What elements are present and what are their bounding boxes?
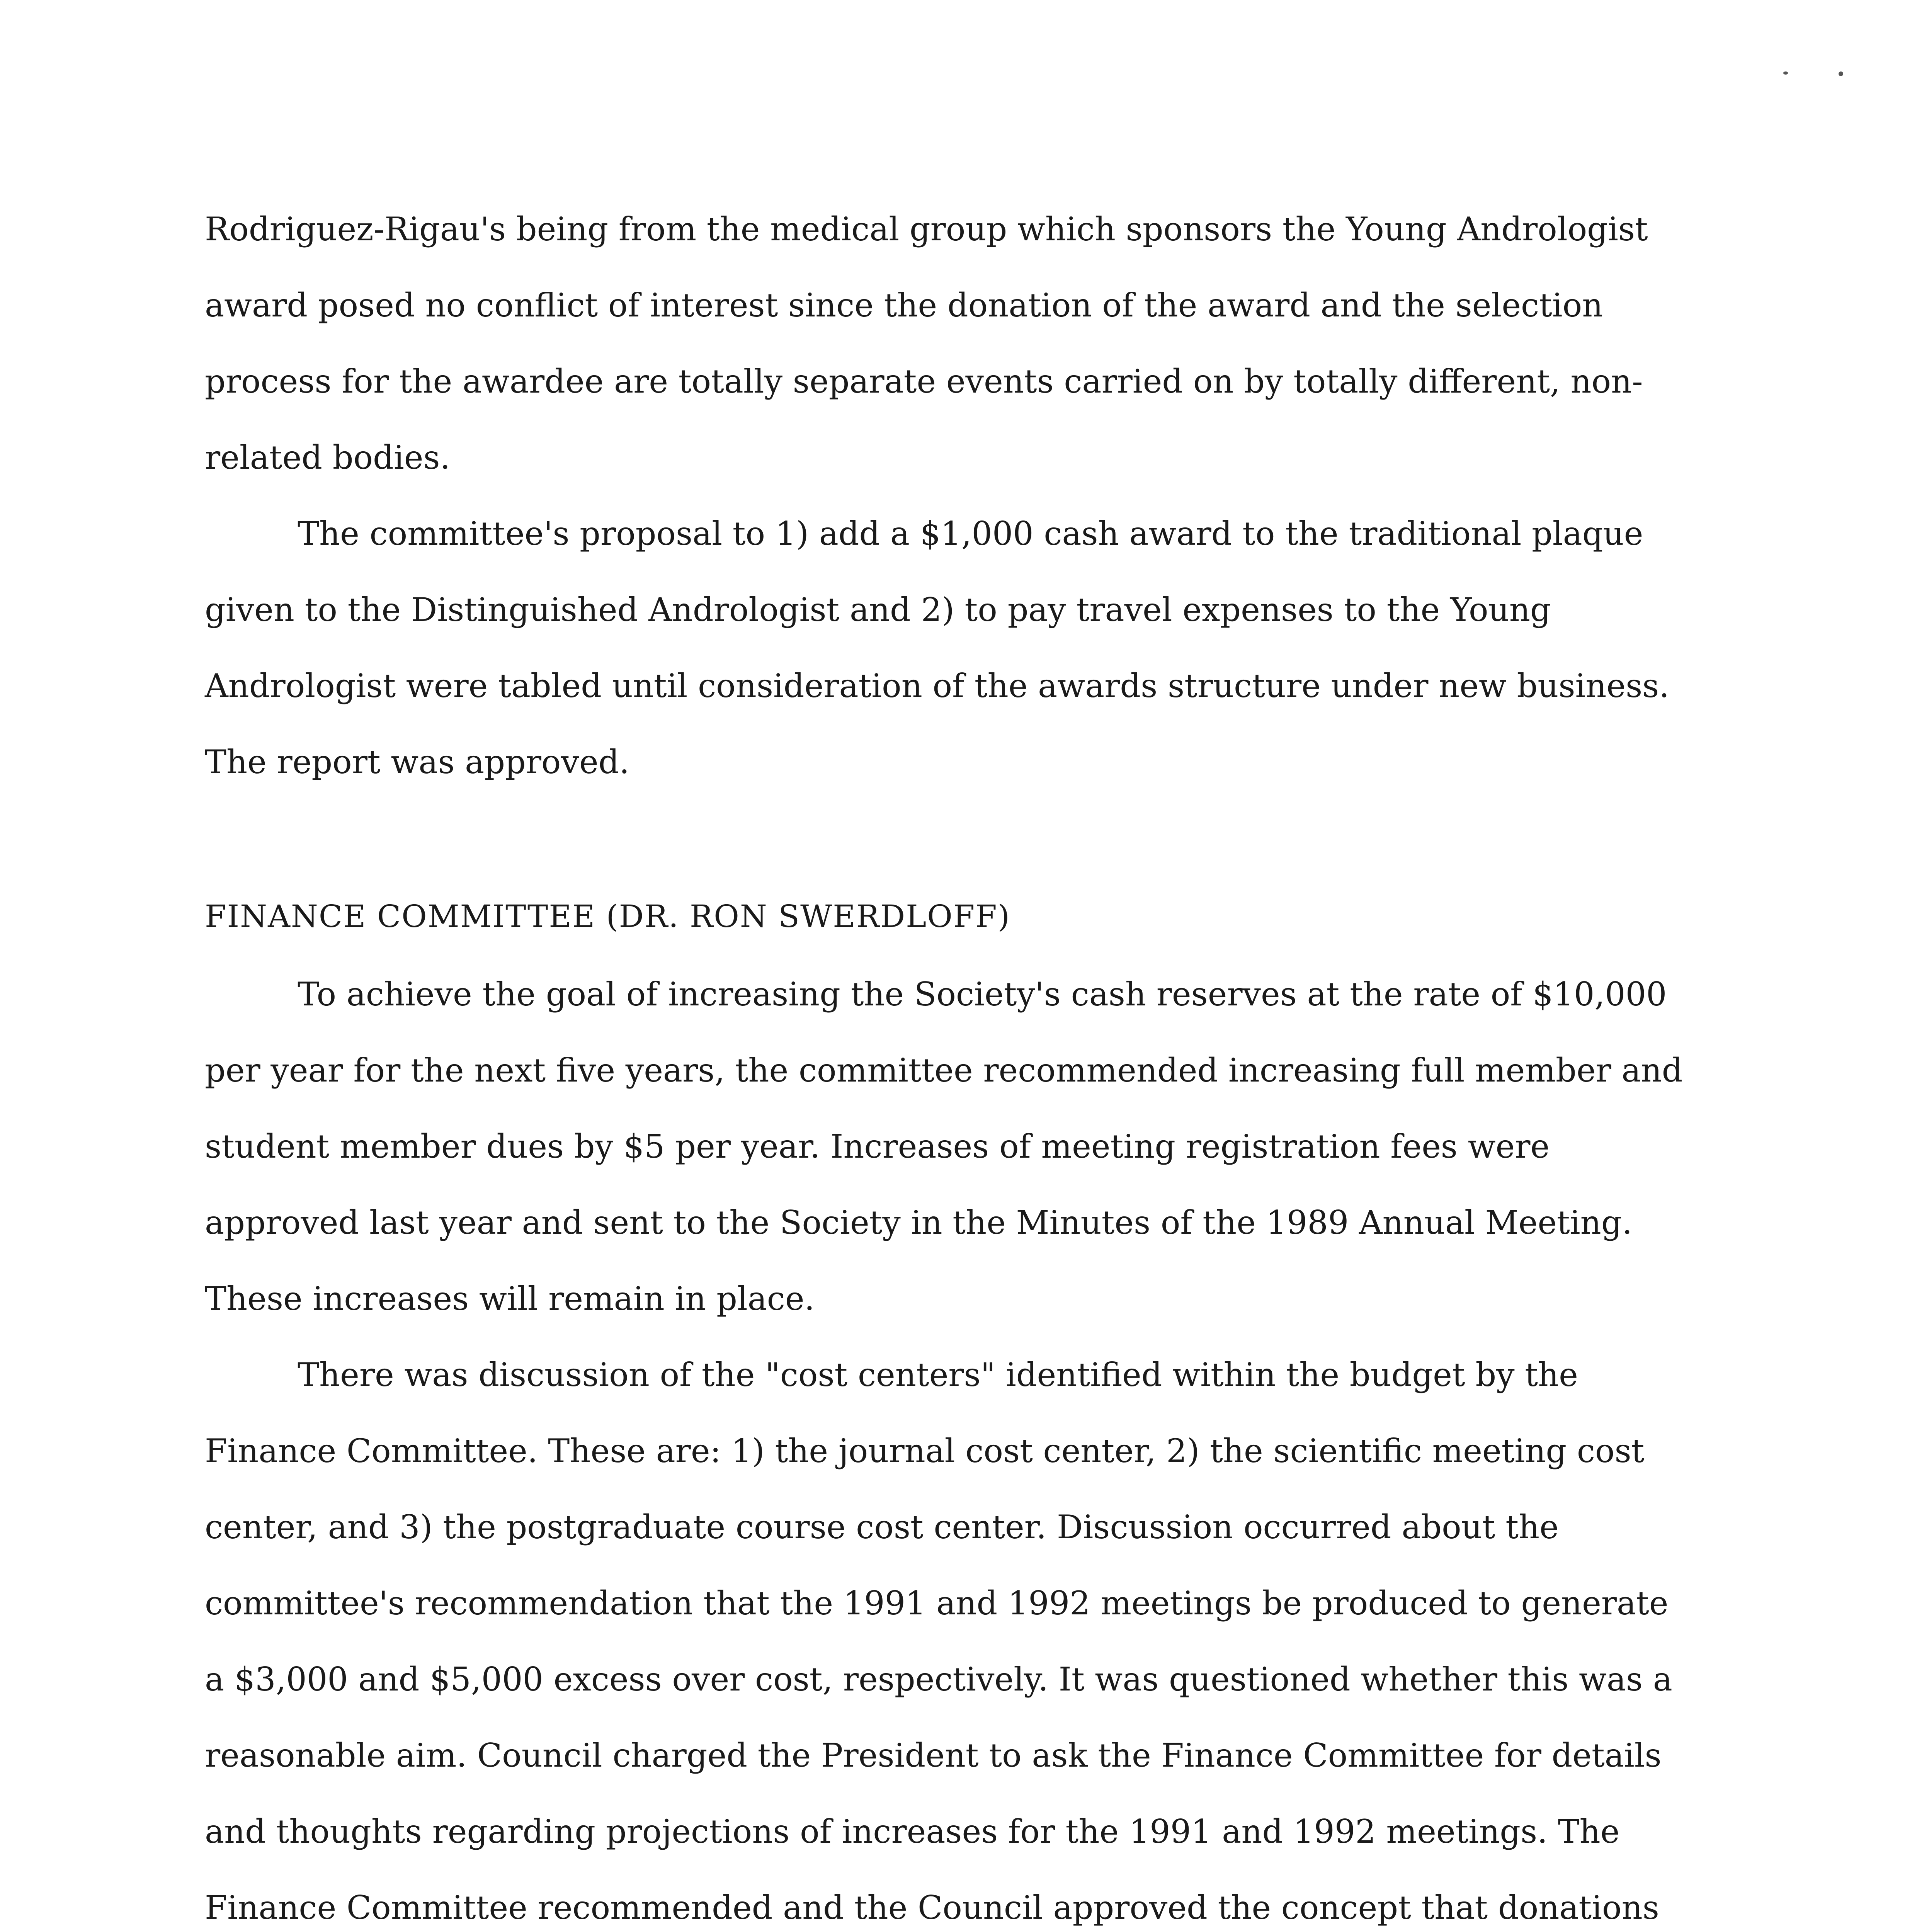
paragraph-committee-proposal: The committee's proposal to 1) add a $1,000 cash award to the traditional plaque given to the Distinguished Andrologist and 2) to pay travel expenses to the Young Andrologist were tabled until consideration of the awards structure under new business. The report was approved.	[205, 515, 1670, 781]
scan-speck	[1783, 71, 1788, 75]
paragraph-cost-centers: There was discussion of the "cost centers" identified within the budget by the Finance Committee. These are: 1) the journal cost center, 2) the scientific meeting cost center, and 3) the postgraduate course cost center. Discussion occurred about the committee's recommendation that the 1991 and 1992 meetings be produced to generate a $3,000 and $5,000 excess over cost, respectively. It was questioned whether this was a reasonable aim. Council charged the President to ask the Finance Committee for details and thoughts regarding projections of increases for the 1991 and 1992 meetings. The Finance Committee recommended and the Council approved the concept that donations	[205, 1356, 1672, 1927]
top-text-block	[205, 191, 1685, 800]
finance-text-block	[205, 956, 1685, 1932]
scan-speck	[1839, 71, 1843, 76]
paragraph-awards-conflict: Rodriguez-Rigau's being from the medical group which sponsors the Young Andrologist award posed no conflict of interest since the donation of the award and the selection process for the awardee are totally separate events carried on by totally different, non-related bodies.	[205, 210, 1648, 476]
paragraph-cash-reserves: To achieve the goal of increasing the Society's cash reserves at the rate of $10,000 per year for the next five years, the committee recommended increasing full member and student member dues by $5 per year. Increases of meeting registration fees were approved last year and sent to the Society in the Minutes of the 1989 Annual Meeting. These increases will remain in place.	[205, 975, 1683, 1318]
section-heading-finance-committee: FINANCE COMMITTEE (DR. RON SWERDLOFF)	[205, 898, 1011, 934]
